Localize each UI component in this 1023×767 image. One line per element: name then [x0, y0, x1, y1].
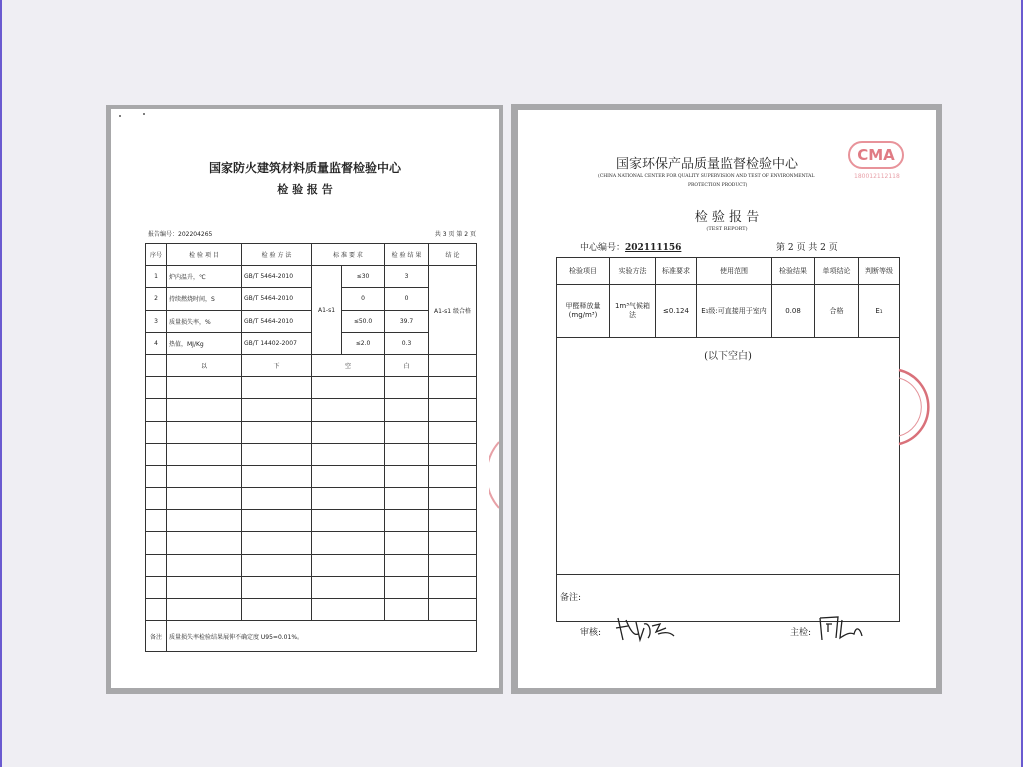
blank-mark: 白 — [385, 354, 429, 376]
header-cell: 检 验 方 法 — [242, 244, 312, 266]
empty-cell — [429, 532, 477, 554]
requirement: ≤30 — [342, 266, 385, 288]
table-row — [146, 266, 477, 288]
empty-cell — [167, 554, 242, 576]
note-text: 质量损失率检验结果展伸不确定度 U95=0.01%。 — [167, 621, 477, 652]
empty-cell — [312, 488, 385, 510]
empty-row — [146, 421, 477, 443]
empty-cell — [429, 465, 477, 487]
report-2-org-english-2: PROTECTION PRODUCT) — [688, 183, 748, 188]
header-cell: 单项结论 — [815, 258, 859, 285]
inspector-signature — [816, 612, 864, 644]
empty-cell — [242, 488, 312, 510]
blank-area-row — [557, 338, 900, 575]
report-2-org-title: 国家环保产品质量监督检验中心 — [616, 157, 799, 172]
empty-cell — [146, 399, 167, 421]
conclusion-cell: A1-s1 级合格 — [429, 266, 477, 355]
blank-notice: (以下空白) — [557, 338, 900, 575]
table-row — [146, 332, 477, 354]
center-number-value: 202111156 — [625, 243, 682, 253]
empty-cell — [167, 377, 242, 399]
empty-cell — [385, 554, 429, 576]
report-1-page[interactable] — [111, 109, 499, 688]
row-number: 2 — [146, 288, 167, 310]
empty-cell — [312, 554, 385, 576]
empty-row — [146, 510, 477, 532]
requirement: ≤0.124 — [656, 285, 697, 338]
empty-cell — [242, 465, 312, 487]
empty-cell — [167, 421, 242, 443]
empty-cell — [242, 554, 312, 576]
empty-cell — [167, 399, 242, 421]
table-row — [557, 285, 900, 338]
blank-rows — [146, 377, 477, 621]
empty-cell — [385, 421, 429, 443]
row-number: 1 — [146, 266, 167, 288]
empty-cell — [146, 554, 167, 576]
empty-cell — [242, 421, 312, 443]
blank-mark: 以 — [167, 354, 242, 376]
test-item: 甲醛释放量 (mg/m³) — [557, 285, 610, 338]
test-method: 1m³气候箱法 — [610, 285, 656, 338]
empty-cell — [146, 377, 167, 399]
empty-cell — [146, 465, 167, 487]
report-1-org-title: 国家防火建筑材料质量监督检验中心 — [208, 161, 401, 175]
empty-cell — [312, 599, 385, 621]
empty-cell — [146, 354, 167, 376]
blank-mark: 空 — [312, 354, 385, 376]
empty-cell — [312, 421, 385, 443]
requirement: ≤50.0 — [342, 310, 385, 332]
scan-speck — [143, 113, 145, 115]
official-seal — [489, 440, 499, 510]
header-cell: 实验方法 — [610, 258, 656, 285]
cma-mark — [848, 141, 904, 169]
empty-cell — [146, 599, 167, 621]
empty-cell — [167, 465, 242, 487]
center-number-label: 中心编号： — [580, 243, 626, 253]
report-2-page[interactable] — [518, 110, 936, 688]
empty-cell — [429, 354, 477, 376]
empty-cell — [429, 599, 477, 621]
empty-cell — [242, 377, 312, 399]
empty-row — [146, 488, 477, 510]
empty-cell — [385, 399, 429, 421]
report-2-table — [556, 257, 900, 622]
empty-cell — [385, 510, 429, 532]
header-cell: 检 验 结 果 — [385, 244, 429, 266]
table-row — [146, 288, 477, 310]
test-item: 持续燃烧时间，S — [167, 288, 242, 310]
test-result: 3 — [385, 266, 429, 288]
empty-row — [146, 576, 477, 598]
empty-cell — [429, 576, 477, 598]
report-2-page-info: 第 2 页 共 2 页 — [776, 243, 838, 253]
empty-cell — [146, 421, 167, 443]
empty-cell — [167, 576, 242, 598]
test-result: 0.3 — [385, 332, 429, 354]
empty-cell — [312, 576, 385, 598]
empty-cell — [242, 443, 312, 465]
empty-cell — [242, 510, 312, 532]
cma-text: CMA — [857, 146, 895, 164]
empty-cell — [146, 510, 167, 532]
empty-cell — [312, 532, 385, 554]
remark-label: 备注: — [557, 575, 900, 622]
empty-cell — [242, 576, 312, 598]
empty-cell — [167, 510, 242, 532]
report-1-doc-title: 检 验 报 告 — [277, 183, 333, 196]
reviewer-signature — [614, 610, 676, 650]
empty-cell — [312, 465, 385, 487]
empty-cell — [385, 599, 429, 621]
empty-cell — [242, 599, 312, 621]
empty-cell — [429, 510, 477, 532]
empty-cell — [146, 532, 167, 554]
row-number: 3 — [146, 310, 167, 332]
grade: E₁ — [859, 285, 900, 338]
note-row — [146, 621, 477, 652]
report-2-org-english: (CHINA NATIONAL CENTER FOR QUALITY SUPERVISION AND TEST OF ENVIRONMENTAL — [598, 174, 815, 179]
test-result: 39.7 — [385, 310, 429, 332]
row-number: 4 — [146, 332, 167, 354]
requirement: 0 — [342, 288, 385, 310]
empty-cell — [167, 443, 242, 465]
usage-scope: E₁级:可直接用于室内 — [697, 285, 772, 338]
requirement: ≤2.0 — [342, 332, 385, 354]
empty-row — [146, 377, 477, 399]
empty-cell — [242, 532, 312, 554]
test-result: 0 — [385, 288, 429, 310]
empty-cell — [385, 465, 429, 487]
header-cell: 序号 — [146, 244, 167, 266]
empty-cell — [429, 554, 477, 576]
table-row — [146, 310, 477, 332]
grade-cell: A1-s1 — [312, 266, 342, 355]
note-label: 备注 — [146, 621, 167, 652]
header-cell: 标 准 要 求 — [312, 244, 385, 266]
empty-cell — [312, 399, 385, 421]
test-item: 热值，MJ/Kg — [167, 332, 242, 354]
empty-cell — [167, 532, 242, 554]
test-method: GB/T 5464-2010 — [242, 310, 312, 332]
empty-row — [146, 599, 477, 621]
empty-row — [146, 399, 477, 421]
report-1-table — [145, 243, 477, 652]
header-cell: 检验项目 — [557, 258, 610, 285]
header-cell: 检 验 项 目 — [167, 244, 242, 266]
empty-cell — [167, 599, 242, 621]
test-item: 质量损失率，% — [167, 310, 242, 332]
empty-cell — [146, 576, 167, 598]
empty-cell — [385, 532, 429, 554]
test-method: GB/T 5464-2010 — [242, 266, 312, 288]
empty-cell — [385, 377, 429, 399]
test-method: GB/T 5464-2010 — [242, 288, 312, 310]
test-item: 炉内温升，℃ — [167, 266, 242, 288]
empty-cell — [146, 443, 167, 465]
empty-cell — [146, 488, 167, 510]
empty-row — [146, 443, 477, 465]
empty-cell — [429, 443, 477, 465]
empty-cell — [429, 421, 477, 443]
empty-cell — [429, 488, 477, 510]
scan-speck — [119, 115, 121, 117]
table-header-row — [557, 258, 900, 285]
empty-row — [146, 532, 477, 554]
test-result: 0.08 — [772, 285, 815, 338]
report-1-page-info: 共 3 页 第 2 页 — [434, 231, 476, 238]
empty-cell — [242, 399, 312, 421]
header-cell: 标准要求 — [656, 258, 697, 285]
official-seal — [897, 366, 937, 448]
inspector-label: 主检: — [790, 628, 812, 638]
header-cell: 结 论 — [429, 244, 477, 266]
test-method: GB/T 14402-2007 — [242, 332, 312, 354]
window-edge-left — [0, 0, 2, 767]
header-cell: 使用范围 — [697, 258, 772, 285]
empty-cell — [385, 443, 429, 465]
header-cell: 判断等级 — [859, 258, 900, 285]
item-conclusion: 合格 — [815, 285, 859, 338]
empty-cell — [167, 488, 242, 510]
cma-number: 180012112118 — [854, 173, 900, 180]
reviewer-label: 审核: — [580, 628, 602, 638]
empty-cell — [385, 576, 429, 598]
report-2-doc-title: 检 验 报 告 — [694, 210, 760, 225]
empty-cell — [429, 399, 477, 421]
empty-row — [146, 465, 477, 487]
table-header-row — [146, 244, 477, 266]
blank-mark: 下 — [242, 354, 312, 376]
empty-cell — [429, 377, 477, 399]
header-cell: 检验结果 — [772, 258, 815, 285]
empty-cell — [312, 510, 385, 532]
empty-cell — [385, 488, 429, 510]
blank-marker-row — [146, 354, 477, 376]
report-1-number: 报告编号：202204265 — [148, 231, 213, 238]
empty-row — [146, 554, 477, 576]
empty-cell — [312, 377, 385, 399]
center-number — [580, 240, 681, 253]
report-2-doc-title-english: (TEST REPORT) — [706, 226, 748, 232]
empty-cell — [312, 443, 385, 465]
